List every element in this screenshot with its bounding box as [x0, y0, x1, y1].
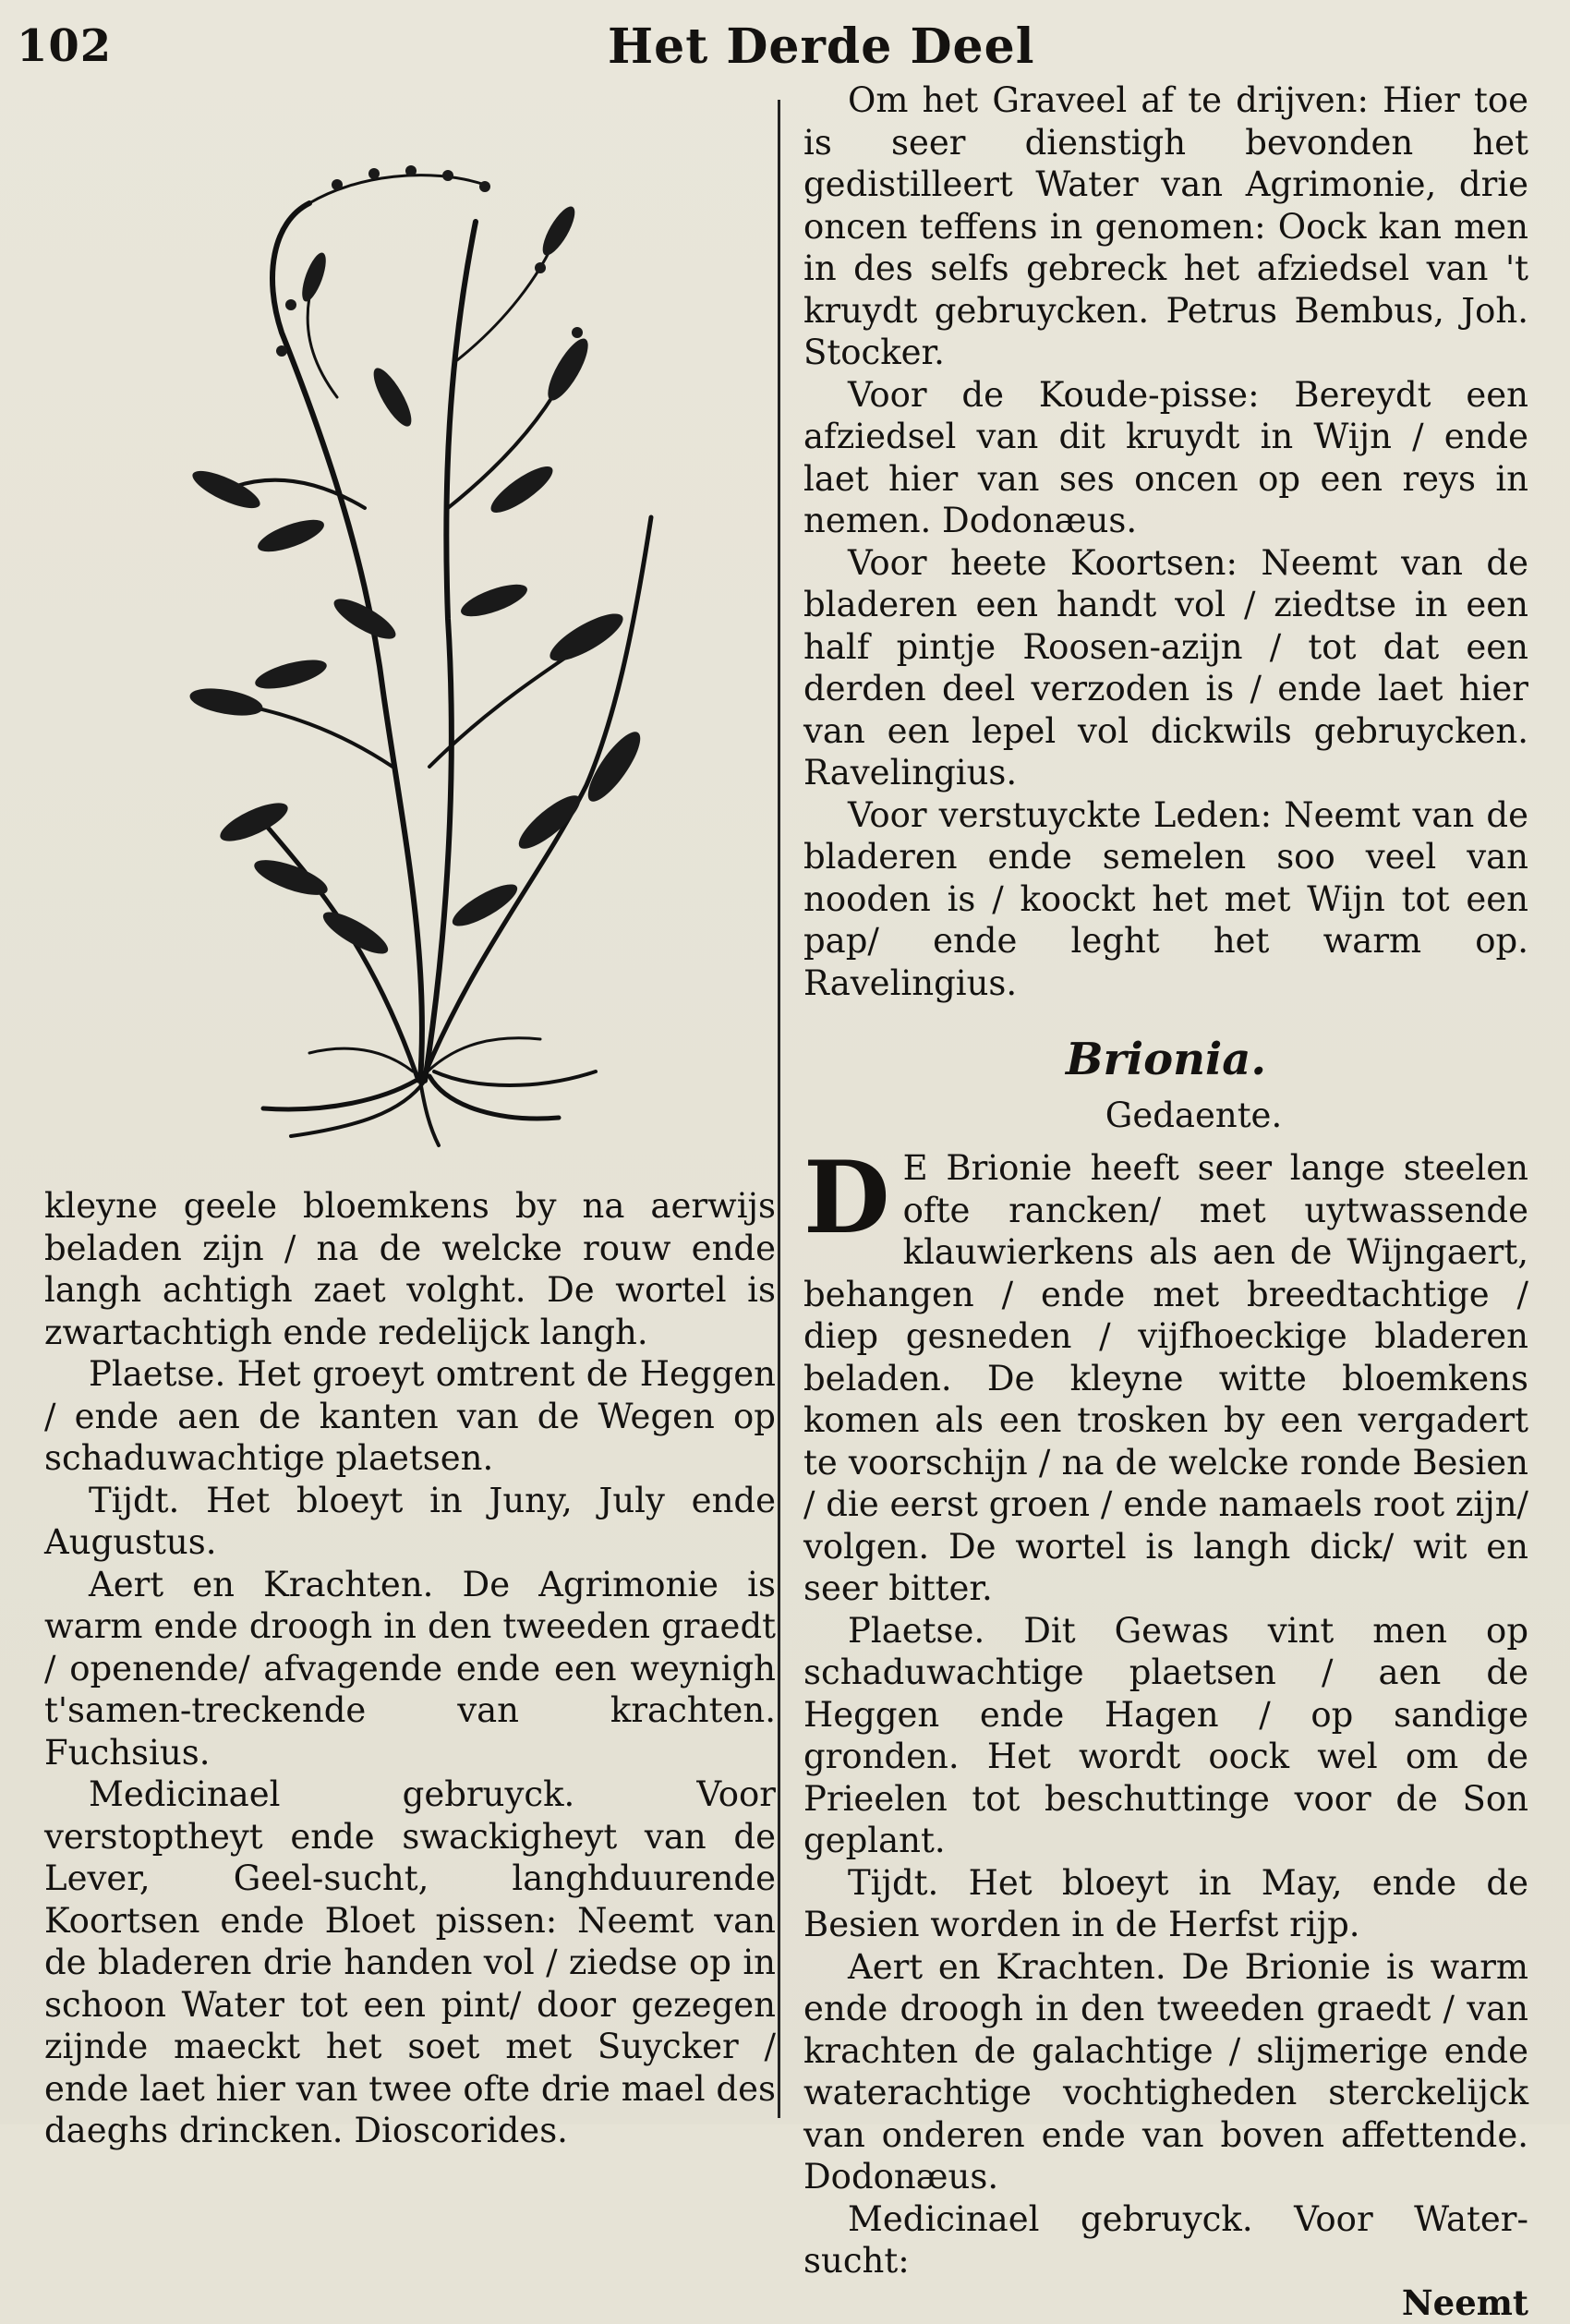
page-header: [17, 18, 1553, 83]
right-paragraph-graveel: Om het Graveel af te drijven: Hier toe is seer dienstigh bevonden het gedistilleert Water van Agrimonie, drie oncen teffens in genomen: Oock kan men in des selfs gebreck het afziedsel van 't kruydt gebruycken. Petrus Bembus, Joh. Stocker.: [803, 79, 1528, 374]
page-number: 102: [17, 20, 112, 72]
left-paragraph-aert: Aert en Krachten. De Agrimonie is warm ende droogh in den tweeden graedt / openende/ afvagende ende een weynigh t'samen-treckende van krachten. Fuchsius.: [44, 1564, 776, 1774]
left-paragraph-medicinael: Medicinael gebruyck. Voor verstoptheyt ende swackigheyt van de Lever, Geel-sucht, langhduurende Koortsen ende Bloet pissen: Neemt van de bladeren drie handen vol / ziedse op in schoon Water tot een pint/ door gezegen zijnde maeckt het soet met Suycker / ende laet hier van twee ofte drie mael des daeghs drincken. Dioscorides.: [44, 1773, 776, 2152]
right-column: [803, 79, 1528, 2324]
right-paragraph-tijdt: Tijdt. Het bloeyt in May, ende de Besien worden in de Herfst rijp.: [803, 1862, 1528, 1946]
brionie-text: E Brionie heeft seer lange steelen ofte rancken/ met uytwassende klauwierkens als aen de Wijngaert, behangen / ende met breedtachtige / diep gesneden / vijfhoeckige bladeren beladen. De kleyne witte bloemkens komen als een trosken by een vergadert te voorschijn / na de welcke ronde Besien / die eerst groen / ende namaels root zijn/ volgen. De wortel is langh dick/ wit en seer bitter.: [803, 1148, 1528, 1608]
column-divider: [778, 100, 780, 2118]
agrimony-plant-woodcut-icon: [152, 120, 706, 1155]
left-paragraph-description: kleyne geele bloemkens by na aerwijs beladen zijn / na de welcke rouw ende langh achtigh zaet volght. De wortel is zwartachtigh ende redelijck langh.: [44, 1185, 776, 1353]
right-paragraph-aert: Aert en Krachten. De Brionie is warm ende droogh in den tweeden graedt / van krachten de galachtige / slijmerige ende waterachtige vochtigheden sterckelijck van onderen ende van boven affettende. Dodonæus.: [803, 1946, 1528, 2198]
drop-cap: D: [803, 1153, 890, 1243]
left-paragraph-plaetse: Plaetse. Het groeyt omtrent de Heggen / ende aen de kanten van de Wegen op schaduwachtige plaetsen.: [44, 1353, 776, 1480]
section-heading: Brionia.: [803, 1039, 1528, 1082]
section-subheading: Gedaente.: [803, 1095, 1528, 1137]
running-title: Het Derde Deel: [608, 18, 1034, 75]
right-paragraph-brionie: [803, 1147, 1528, 1610]
catchword: Neemt: [803, 2282, 1528, 2324]
left-paragraph-tijdt: Tijdt. Het bloeyt in Juny, July ende Augustus.: [44, 1480, 776, 1564]
right-paragraph-koortsen: Voor heete Koortsen: Neemt van de bladeren een handt vol / ziedtse in een half pintje Roosen-azijn / tot dat een derden deel verzoden is / ende laet hier van een lepel vol dickwils gebruycken. Ravelingius.: [803, 542, 1528, 794]
right-paragraph-leden: Voor verstuyckte Leden: Neemt van de bladeren ende semelen soo veel van nooden is / koockt het met Wijn tot een pap/ ende leght het warm op. Ravelingius.: [803, 794, 1528, 1005]
right-paragraph-koude-pisse: Voor de Koude-pisse: Bereydt een afziedsel van dit kruydt in Wijn / ende laet hier van ses oncen op een reys in nemen. Dodonæus.: [803, 374, 1528, 542]
right-paragraph-plaetse: Plaetse. Dit Gewas vint men op schaduwachtige plaetsen / aen de Heggen ende Hagen / op sandige gronden. Het wordt oock wel om de Prieelen tot beschuttinge voor de Son geplant.: [803, 1610, 1528, 1862]
left-column: [44, 1185, 776, 2152]
right-paragraph-medicinael: Medicinael gebruyck. Voor Water-sucht:: [803, 2198, 1528, 2282]
